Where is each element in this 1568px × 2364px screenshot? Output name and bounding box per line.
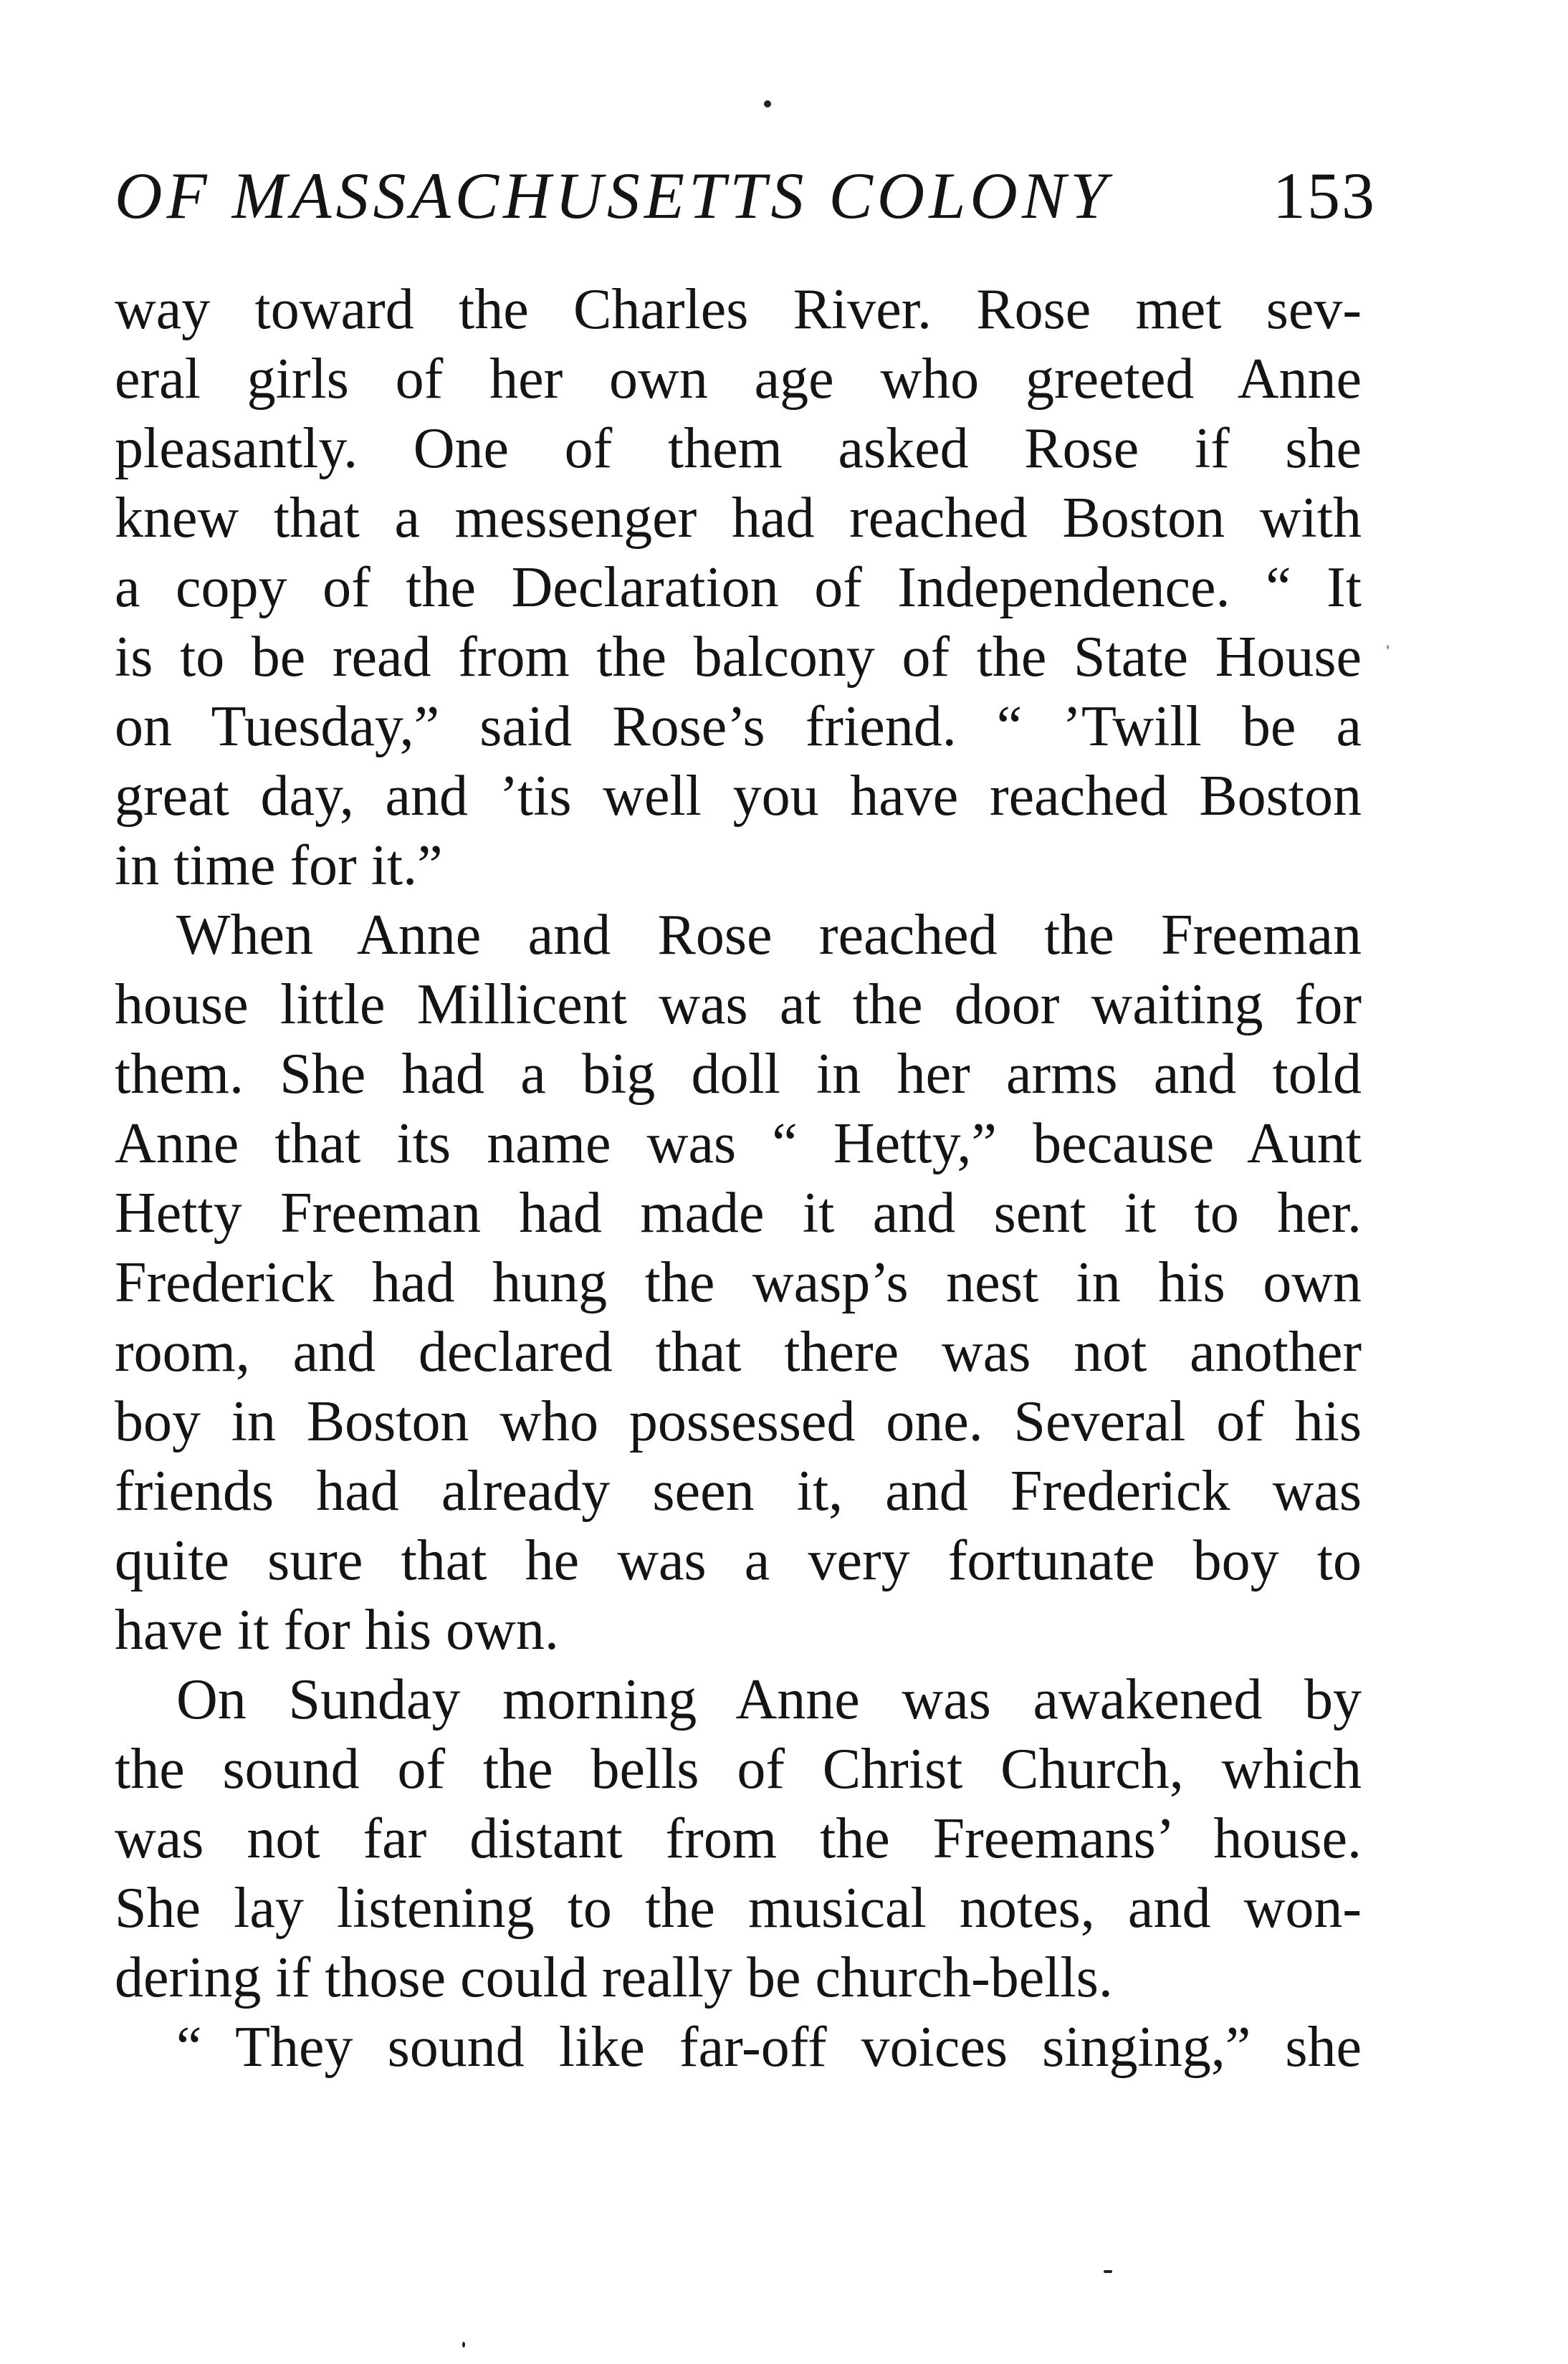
text-line: great day, and ’tis well you have reached Boston (115, 765, 1362, 828)
page-number: 153 (1273, 159, 1376, 232)
text-line: eral girls of her own age who greeted Anne (115, 348, 1362, 411)
text-line: the sound of the bells of Christ Church, which (115, 1738, 1362, 1801)
text-line: was not far distant from the Freemans’ house. (115, 1807, 1362, 1870)
text-line: house little Millicent was at the door waiting for (115, 973, 1362, 1036)
text-line: room, and declared that there was not another (115, 1321, 1362, 1384)
ink-speck (462, 2342, 465, 2348)
text-line: On Sunday morning Anne was awakened by (176, 1668, 1362, 1731)
text-line: When Anne and Rose reached the Freeman (176, 904, 1362, 967)
ink-speck (1387, 645, 1389, 649)
text-line: pleasantly. One of them asked Rose if she (115, 417, 1362, 480)
running-head (115, 156, 1376, 235)
text-line: knew that a messenger had reached Boston with (115, 487, 1362, 550)
text-line: friends had already seen it, and Frederick was (115, 1460, 1362, 1523)
text-line: dering if those could really be church-bells. (115, 1946, 1113, 2009)
text-line: in time for it.” (115, 834, 443, 897)
text-line: boy in Boston who possessed one. Several of his (115, 1390, 1362, 1453)
running-head-title: OF MASSACHUSETTS COLONY (115, 159, 1112, 232)
text-line: on Tuesday,” said Rose’s friend. “ ’Twill be a (115, 695, 1362, 758)
body-text (115, 275, 1362, 2082)
text-line: a copy of the Declaration of Independence. “ It (115, 556, 1362, 619)
text-line: them. She had a big doll in her arms and told (115, 1043, 1362, 1106)
ink-speck (764, 100, 771, 107)
text-line: is to be read from the balcony of the State House (115, 626, 1362, 689)
text-line: Hetty Freeman had made it and sent it to her. (115, 1182, 1362, 1245)
text-line: “ They sound like far-off voices singing,” she (176, 2016, 1362, 2079)
text-line: way toward the Charles River. Rose met sev- (115, 278, 1362, 341)
text-line: She lay listening to the musical notes, and won- (115, 1877, 1362, 1940)
text-line: Anne that its name was “ Hetty,” because Aunt (115, 1112, 1362, 1175)
text-line: quite sure that he was a very fortunate boy to (115, 1529, 1362, 1592)
ink-speck (1104, 2270, 1112, 2273)
text-line: Frederick had hung the wasp’s nest in his own (115, 1251, 1362, 1314)
text-line: have it for his own. (115, 1599, 559, 1662)
